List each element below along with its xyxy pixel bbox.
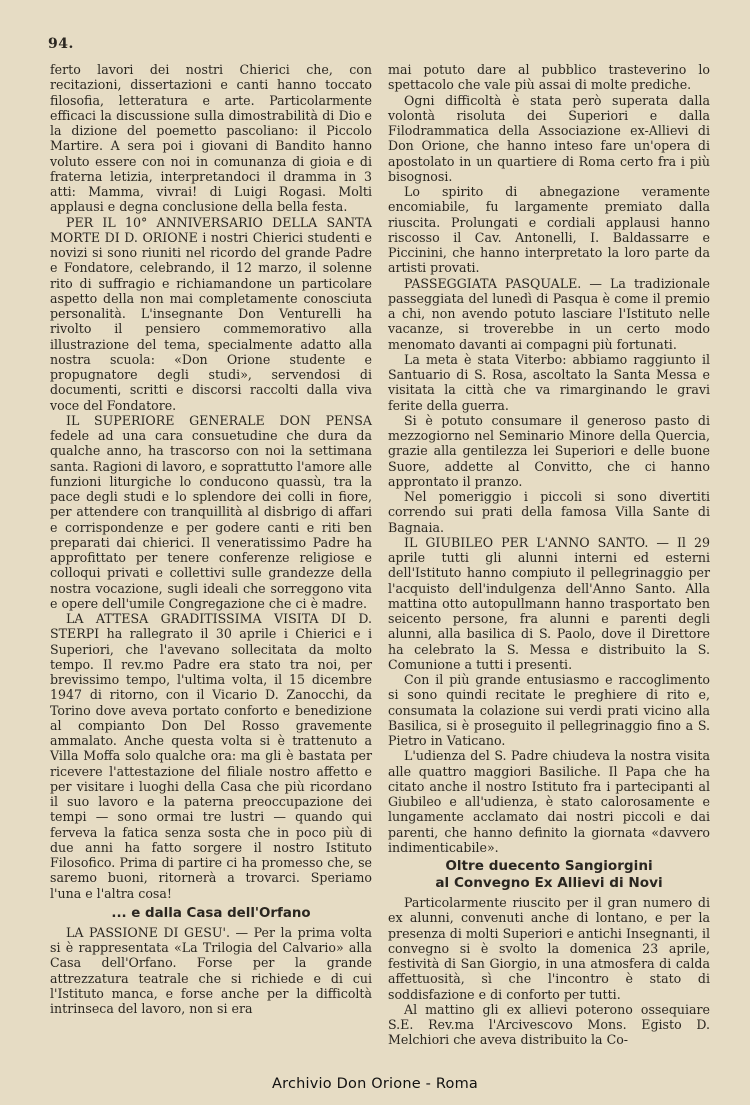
article-paragraph: La meta è stata Viterbo: abbiamo raggiunto il Santuario di S. Rosa, ascoltato la Santa Messa e visitata la città che va rimarginando le gravi ferite della guerra. <box>388 351 710 413</box>
article-paragraph: Nel pomeriggio i piccoli si sono divertiti correndo sui prati della famosa Villa Sante di Bagnaia. <box>388 489 710 535</box>
right-column <box>388 62 710 1048</box>
page-number: 94. <box>48 36 74 52</box>
article-paragraph: ferto lavori dei nostri Chierici che, con recitazioni, dissertazioni e canti hanno toccato filosofia, letteratura e arte. Particolarmente efficaci la discussione sulla dimostrabilità di Dio e la dizione del poemetto pascoliano: il Piccolo Martire. A sera poi i giovani di Bandito hanno voluto essere con noi in comunanza di gioia e di fraterna letizia, interpretandoci il dramma in 3 atti: Mamma, vivrai! di Luigi Rogasi. Molti applausi e degna conclusione della bella festa. <box>50 62 372 215</box>
article-paragraph: IL GIUBILEO PER L'ANNO SANTO. — Il 29 aprile tutti gli alunni interni ed esterni dell'Istituto hanno compiuto il pellegrinaggio per l'acquisto dell'indulgenza dell'Anno Santo. Alla mattina otto autopullmann hanno trasportato ben seicento persone, fra alunni e parenti degli alunni, alla basilica di S. Paolo, dove il Direttore ha celebrato la S. Messa e distribuito la S. Comunione a tutti i presenti. <box>388 534 710 672</box>
article-paragraph: LA PASSIONE DI GESU'. — Per la prima volta si è rappresentata «La Trilogia del Calvario» alla Casa dell'Orfano. Forse per la grande attrezzatura teatrale che si richiede e di cui l'Istituto manca, e forse anche per la difficoltà intrinseca del lavoro, non si era <box>50 924 372 1016</box>
article-paragraph: Lo spirito di abnegazione veramente encomiabile, fu largamente premiato dalla riuscita. Prolungati e cordiali applausi hanno riscosso il Cav. Antonelli, I. Baldassarre e Piccinini, che hanno interpretato la loro parte da artisti provati. <box>388 184 710 276</box>
article-paragraph: Si è potuto consumare il generoso pasto di mezzogiorno nel Seminario Minore della Quercia, grazie alla gentilezza lei Superiori e delle buone Suore, addette al Convitto, che ci hanno approntato il pranzo. <box>388 412 710 489</box>
section-heading: ... e dalla Casa dell'Orfano <box>111 905 311 921</box>
article-paragraph: mai potuto dare al pubblico trasteverino lo spettacolo che vale più assai di molte prediche. <box>388 62 710 93</box>
archive-footer: Archivio Don Orione - Roma <box>271 1076 479 1092</box>
article-paragraph: Ogni difficoltà è stata però superata dalla volontà risoluta dei Superiori e dalla Filodrammatica della Associazione ex-Allievi di Don Orione, che hanno inteso fare un'opera di apostolato in un quartiere di Roma certo fra i più bisognosi. <box>388 92 710 184</box>
article-paragraph: Particolarmente riuscito per il gran numero di ex alunni, convenuti anche di lontano, e per la presenza di molti Superiori e antichi Insegnanti, il convegno si è svolto la domenica 23 aprile, festività di San Giorgio, in una atmosfera di calda affettuosità, sì che l'incontro è stato di soddisfazione e di conforto per tutti. <box>388 895 710 1002</box>
article-paragraph: LA ATTESA GRADITISSIMA VISITA DI D. STERPI ha rallegrato il 30 aprile i Chierici e i Superiori, che l'avevano sollecitata da molto tempo. Il rev.mo Padre era stato tra noi, per brevissimo tempo, l'ultima volta, il 15 dicembre 1947 di ritorno, con il Vicario D. Zanocchi, da Torino dove aveva portato conforto e benedizione al compianto Don Del Rosso gravemente ammalato. Anche questa volta si è trattenuto a Villa Moffa solo qualche ora: ma gli è bastata per ricevere l'attestazione del filiale nostro affetto e per visitare i luoghi della Casa che più ricordano il suo lavoro e la paterna preoccupazione dei tempi — sono ormai tre lustri — quando qui ferveva la fatica senza sosta che in poco più di due anni ha fatto sorgere il nostro Istituto Filosofico. Prima di partire ci ha promesso che, se saremo buoni, ritornerà a trovarci. Speriamo l'una e l'altra cosa! <box>50 611 372 901</box>
article-paragraph: Con il più grande entusiasmo e raccoglimento si sono quindi recitate le preghiere di rito e, consumata la colazione sui verdi prati vicino alla Basilica, si è proseguito il pellegrinaggio fino a S. Pietro in Vaticano. <box>388 672 710 748</box>
article-paragraph: PASSEGGIATA PASQUALE. — La tradizionale passeggiata del lunedì di Pasqua è come il premio a chi, non avendo potuto lasciare l'Istituto nelle vacanze, si troverebbe in un certo modo menomato davanti ai compagni più fortunati. <box>388 275 710 352</box>
article-paragraph: IL SUPERIORE GENERALE DON PENSA fedele ad una cara consuetudine che dura da qualche anno, ha trascorso con noi la settimana santa. Ragioni di lavoro, e soprattutto l'amore alle funzioni liturgiche lo conducono quassù, tra la pace degli studi e lo splendore dei colli in fiore, per attendere con tranquillità al disbrigo di affari e corrispondenze e per godere canti e riti ben preparati dai chierici. Il veneratissimo Padre ha approfittato per tenere conferenze religiose e colloqui privati e collettivi sulle grandezze della nostra vocazione, sugli ideali che sorreggono vita e opere dell'umile Congregazione che ci è madre. <box>50 412 372 611</box>
article-paragraph: L'udienza del S. Padre chiudeva la nostra visita alle quattro maggiori Basiliche. Il Papa che ha citato anche il nostro Istituto fra i partecipanti al Giubileo e all'udienza, è stato calorosamente e lungamente acclamato dai nostri piccoli e dai parenti, che hanno definito la giornata «davvero indimenticabile». <box>388 748 710 855</box>
section-heading-line-2: al Convegno Ex Allievi di Novi <box>435 875 663 891</box>
article-paragraph: Al mattino gli ex allievi poterono ossequiare S.E. Rev.ma l'Arcivescovo Mons. Egisto D. Melchiori che aveva distribuito la Co- <box>388 1001 710 1048</box>
article-paragraph: PER IL 10° ANNIVERSARIO DELLA SANTA MORTE DI D. ORIONE i nostri Chierici studenti e novizi si sono riuniti nel ricordo del grande Padre e Fondatore, celebrando, il 12 marzo, il solenne rito di suffragio e richiamandone un particolare aspetto della non mai completamente conosciuta personalità. L'insegnante Don Venturelli ha rivolto il pensiero commemorativo alla illustrazione del tema, specialmente adatto alla nostra scuola: «Don Orione studente e propugnatore degli studi», servendosi di documenti, scritti e discorsi raccolti dalla viva voce del Fondatore. <box>50 214 372 413</box>
left-column <box>50 62 372 1016</box>
section-heading-line-1: Oltre duecento Sangiorgini <box>445 858 653 874</box>
